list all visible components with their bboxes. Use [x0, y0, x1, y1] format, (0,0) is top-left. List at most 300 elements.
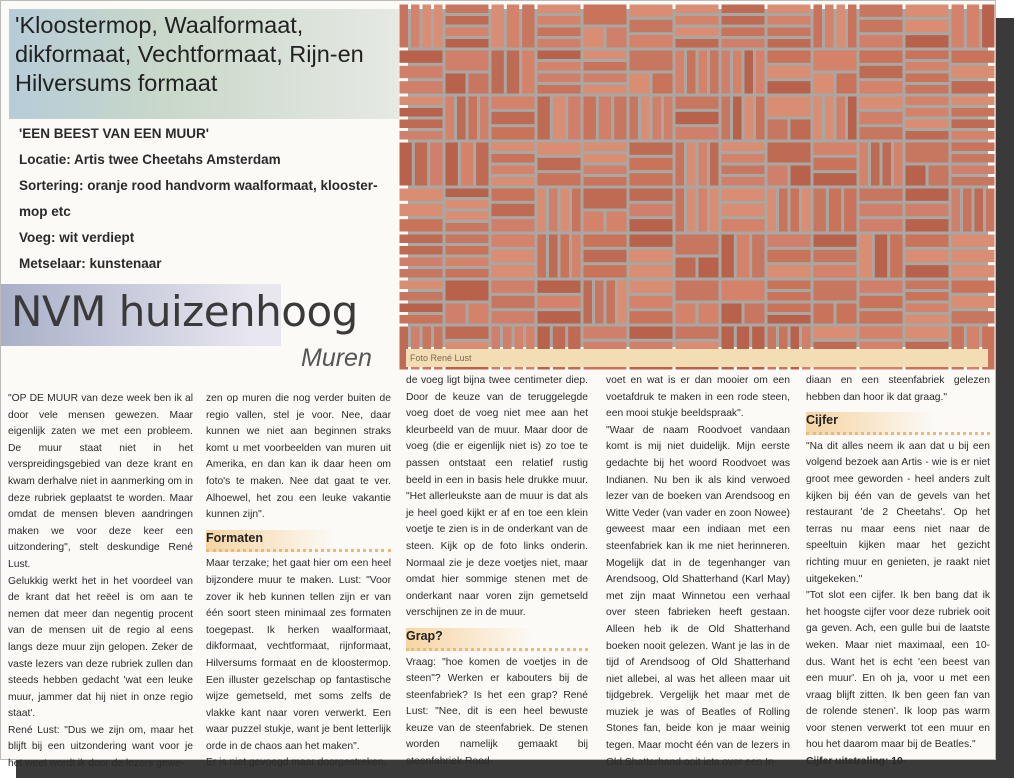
brick — [906, 108, 949, 117]
brick — [461, 143, 473, 186]
brick — [722, 51, 731, 94]
brick — [906, 120, 949, 129]
brick — [952, 311, 995, 323]
article-title: NVM huizenhoog — [11, 287, 358, 336]
brick — [400, 131, 443, 140]
brick — [400, 51, 443, 63]
brick — [710, 189, 719, 232]
brick — [906, 219, 949, 231]
brick — [733, 97, 742, 140]
paragraph: de voeg ligt bijna twee centimeter diep. Door de keuze van de teruggelegde voeg doet de voeg niet mee aan het kleurbeeld van de muur. Maar door de voeg (die er eigenlijk niet is) zo toe te passen ontstaat een relatief rustig beeld in een in basis hele drukke muur. "Het allerleukste aan de muur is dat als je heel goed kijkt er af en toe een klein voetje te zien is in de onderkant van de steen. Kijk op de foto links onderin. Normaal zie je deze voetjes niet, maar omdat hier sommige stenen met de onderkant naar voren zijn gemetseld verschijnen ze in de muur. — [406, 375, 588, 619]
brick — [860, 189, 903, 201]
brick — [599, 97, 611, 140]
brick — [814, 5, 823, 48]
article-column-3 — [406, 373, 588, 771]
brick — [572, 189, 581, 232]
brick — [952, 265, 995, 277]
brick-wall-photo — [408, 9, 988, 347]
paragraph: zen op muren die nog verder buiten de regio vallen, stel je voor. Nee, daar kunnen we niet aan beginnen straks komt u met voorbeelden van muren uit Amerika, en dan kan ik daar heen om foto's te maken. Nee dat gaat te ver. Alhoewel, het zou een leuke vakantie kunnen zijn". — [206, 393, 391, 521]
brick — [676, 112, 719, 124]
brick — [860, 20, 903, 32]
brick — [860, 35, 903, 47]
brick — [837, 5, 846, 48]
brick — [630, 74, 650, 94]
brick — [699, 304, 719, 324]
brick — [446, 143, 458, 186]
brick — [722, 166, 765, 175]
brick — [446, 212, 489, 221]
brick — [906, 143, 949, 163]
brick — [630, 35, 673, 47]
brick — [837, 97, 846, 140]
brick — [848, 97, 857, 140]
brick — [906, 189, 949, 201]
brick — [768, 143, 811, 163]
brick — [676, 16, 719, 25]
brick — [400, 235, 443, 244]
brick — [492, 51, 504, 94]
brick — [630, 189, 673, 201]
brick — [538, 5, 581, 14]
brick — [492, 5, 504, 48]
brick — [492, 204, 535, 216]
brick — [860, 296, 903, 308]
brick — [752, 235, 764, 278]
brick — [814, 143, 857, 155]
brick — [538, 189, 547, 232]
brick — [400, 143, 412, 186]
fact-line: Voeg: wit verdiept — [19, 230, 135, 245]
brick — [614, 97, 626, 140]
brick — [860, 51, 903, 63]
paragraph: diaan en een steenfabriek gelezen hebben dan hoor ik dat graag." — [806, 375, 990, 403]
brick — [699, 258, 719, 278]
brick — [791, 120, 811, 140]
brick — [687, 51, 696, 94]
brick — [522, 5, 534, 48]
brick — [952, 250, 995, 262]
brick — [768, 281, 811, 290]
brick — [952, 189, 961, 232]
brick — [492, 177, 535, 186]
brick — [446, 189, 489, 198]
brick — [584, 97, 596, 140]
brick — [791, 189, 800, 232]
brick — [768, 250, 811, 262]
brick — [860, 66, 903, 78]
brick — [584, 62, 627, 71]
brick-wall-image — [408, 9, 988, 347]
brick — [722, 28, 765, 37]
brick — [860, 327, 903, 339]
brick — [814, 173, 857, 185]
brick — [860, 143, 869, 186]
brick — [492, 166, 535, 175]
brick — [952, 51, 995, 63]
brick — [768, 28, 811, 37]
paragraph: Er is niet gevoegd maar doorgestreken, — [206, 757, 387, 769]
brick — [492, 143, 535, 152]
brick — [722, 39, 765, 48]
brick — [676, 5, 719, 14]
brick — [860, 5, 903, 17]
fact-line: 'EEN BEEST VAN EEN MUUR' — [19, 126, 209, 141]
brick — [791, 166, 811, 186]
brick — [768, 5, 811, 14]
brick — [768, 81, 811, 93]
subheading-cijfer: Cijfer — [806, 412, 990, 435]
fact-line: mop etc — [19, 204, 71, 219]
brick — [538, 62, 581, 71]
fact-line: Sortering: oranje rood handvorm waalformaat, klooster- — [19, 178, 378, 193]
brick — [446, 304, 466, 324]
brick — [400, 108, 443, 117]
brick — [584, 166, 627, 175]
brick — [522, 51, 534, 94]
brick — [768, 51, 811, 63]
brick — [630, 311, 673, 323]
brick — [676, 51, 685, 94]
brick — [860, 281, 903, 293]
brick — [860, 112, 903, 124]
brick — [722, 5, 765, 14]
brick — [584, 74, 627, 83]
brick — [400, 219, 443, 231]
brick — [906, 97, 949, 106]
brick — [906, 304, 949, 313]
brick — [549, 189, 558, 232]
brick — [434, 5, 443, 48]
brick — [538, 235, 547, 278]
brick — [779, 189, 788, 232]
brick — [829, 189, 841, 232]
brick — [584, 250, 627, 262]
brick — [584, 265, 627, 277]
brick — [607, 212, 627, 232]
brick — [469, 97, 478, 140]
brick — [538, 97, 550, 140]
brick — [952, 281, 995, 293]
brick — [982, 5, 994, 48]
brick — [722, 143, 765, 152]
brick — [963, 189, 972, 232]
brick — [630, 51, 673, 71]
brick — [906, 74, 949, 83]
brick — [584, 154, 627, 163]
brick — [469, 74, 489, 94]
brick — [411, 5, 420, 48]
brick — [722, 219, 765, 231]
brick — [952, 131, 995, 140]
brick — [768, 265, 811, 277]
paragraph: René Lust: "Dus we zijn om, maar het blijft bij een uitzondering want voor je het weet wordt ik door de lezers gewe- — [8, 724, 193, 770]
brick — [687, 143, 696, 186]
brick — [860, 204, 903, 216]
brick — [676, 235, 719, 255]
brick — [768, 292, 811, 301]
brick — [630, 296, 673, 308]
brick — [906, 315, 949, 324]
brick — [952, 5, 964, 48]
brick — [618, 281, 627, 324]
brick — [676, 143, 685, 186]
brick — [400, 120, 443, 129]
paragraph: "Tot slot een cijfer. Ik ben bang dat ik het hoogste cijfer voor deze rubriek ooit ga geven. Ach, een gulle bui de laatste weken. Maar niet maximaal, een 10- dus. Want het is echt 'een beest van een muur'. En oh ja, voor u met een vraag blijft zitten. Ik ben geen fan van de rolende stenen'. Ik loop pas warm voor stenen verwerkt tot een muur en hou het daarom maar bij de Beatles." — [806, 590, 990, 751]
brick — [446, 200, 489, 209]
fact-box — [19, 121, 399, 277]
brick — [676, 127, 719, 139]
brick — [607, 28, 627, 48]
brick — [906, 35, 949, 47]
brick — [538, 158, 581, 170]
brick — [630, 265, 673, 277]
brick — [664, 97, 673, 140]
brick — [492, 265, 535, 277]
brick — [676, 97, 719, 109]
brick — [860, 81, 903, 93]
brick — [446, 5, 489, 14]
brick — [814, 304, 834, 324]
brick — [446, 258, 489, 267]
brick — [400, 204, 443, 216]
brick — [745, 97, 754, 140]
brick — [745, 51, 754, 94]
brick — [400, 315, 443, 324]
brick — [584, 143, 627, 152]
brick — [814, 281, 857, 301]
brick — [538, 311, 581, 323]
brick — [538, 16, 581, 25]
brick — [492, 281, 535, 293]
brick — [894, 143, 903, 186]
brick — [446, 28, 489, 37]
brick — [446, 281, 489, 301]
brick — [538, 28, 581, 37]
brick — [768, 39, 811, 48]
brick — [814, 189, 826, 232]
brick — [595, 281, 604, 324]
headline: 'Kloostermop, Waalformaat, dikformaat, Vechtformaat, Rijn-en Hilversums formaat — [15, 12, 364, 96]
brick — [952, 120, 995, 129]
brick — [584, 5, 627, 25]
brick — [676, 39, 719, 48]
brick — [446, 246, 489, 255]
brick — [860, 235, 872, 278]
brick — [952, 235, 995, 247]
brick — [538, 39, 581, 48]
brick — [768, 66, 811, 78]
fact-line: Metselaar: kunstenaar — [19, 256, 162, 271]
brick — [549, 235, 558, 278]
article-column-4 — [606, 373, 790, 771]
brick — [584, 189, 627, 209]
fact-line: Locatie: Artis twee Cheetahs Amsterdam — [19, 152, 281, 167]
brick — [952, 66, 995, 78]
brick — [860, 127, 903, 139]
brick — [415, 143, 427, 186]
brick — [676, 28, 719, 37]
brick — [480, 97, 489, 140]
brick — [768, 120, 788, 140]
brick — [722, 154, 765, 163]
brick — [446, 74, 466, 94]
brick — [584, 235, 627, 247]
brick — [952, 166, 995, 175]
brick — [906, 5, 949, 17]
brick — [507, 5, 519, 48]
brick — [814, 250, 857, 262]
brick — [676, 258, 696, 278]
brick — [630, 281, 673, 293]
brick — [733, 51, 742, 94]
brick — [967, 5, 979, 48]
brick — [768, 16, 811, 25]
brick — [630, 5, 673, 17]
brick — [607, 281, 616, 324]
brick — [676, 189, 685, 232]
brick — [814, 74, 834, 94]
brick — [687, 189, 696, 232]
brick — [722, 304, 742, 324]
brick — [906, 281, 949, 290]
brick — [492, 127, 535, 139]
brick — [737, 235, 749, 278]
brick — [446, 39, 489, 48]
brick — [446, 327, 489, 339]
brick — [710, 143, 719, 186]
brick — [825, 97, 834, 140]
paragraph: "Na dit alles neem ik aan dat u bij een volgend bezoek aan Artis - wie is er niet groot mee geworden - heel anders zult kijken bij één van de gevels van het restaurant 'de 2 Cheetahs'. Op het terras nu maar eens niet naar de speeltuin kijken maar het gezicht richting muur en genieten, je raakt niet uitgekeken." — [806, 440, 990, 585]
brick — [906, 235, 949, 247]
brick — [756, 97, 765, 140]
brick — [630, 158, 673, 170]
brick — [423, 5, 432, 48]
brick — [722, 235, 734, 278]
brick — [584, 281, 593, 324]
brick — [538, 85, 581, 94]
brick — [446, 97, 455, 140]
brick — [814, 158, 857, 170]
brick — [814, 327, 857, 339]
brick — [906, 265, 949, 277]
brick — [584, 51, 627, 60]
rating-line: Cijfer uitstraling: 10- — [806, 756, 907, 768]
paragraph: Gelukkig werkt het in het voordeel van de krant dat het reëel is om aan te nemen dat meer dan negentig procent van de mensen uit de regio al eens langs deze muur zijn gelopen. Zeker de vaste lezers van deze rubriek zullen dan steeds hebben gedacht 'wat een leuke muur, jammer dat hij niet in onze regio staat'. — [8, 575, 193, 720]
brick — [952, 108, 995, 117]
brick — [476, 143, 488, 186]
brick — [837, 74, 857, 94]
brick — [906, 250, 949, 262]
brick — [768, 304, 811, 313]
brick — [553, 97, 565, 140]
brick — [929, 166, 949, 186]
brick — [952, 296, 995, 308]
brick — [641, 97, 650, 140]
paragraph: Vraag: "hoe komen de voetjes in de steen"? Werken er kabouters bij de steenfabriek? Is het een grap? René Lust: "Nee, dit is een heel bewuste keuze van de steenfabriek. De stenen worden namelijk gemaakt bij steenfabriek Rood- — [406, 656, 588, 768]
brick — [400, 292, 443, 301]
paragraph: "Waar de naam Roodvoet vandaan komt is mij niet duidelijk. Mijn eerste gedachte bij het woord Roodvoet was Indianen. Nu ben ik als kind verwoed lezer van de boeken van Arendsoog en Witte Veder (van vader en zoon Nowee) geweest maar een indiaan met een steenfabriek kan ik me niet herinneren. Mogelijk dat in de tegenhanger van Arendsoog, Old Shatterhand (Karl May) met zijn maat Winnetou een verhaal over steen fabrieken heeft gestaan. Alleen heb ik de Old Shatterhand boeken nooit gelezen. Want je las in de tijd of Arendsoog of Old Shatterhand niet allebei, al was het alleen maar uit tijdgebrek. Vergelijk het maar met de muziek je was of Beatles of Rolling Stones fan, beide kon je maar weinig tegen. Maar mocht één van de lezers in Old Shatterhand ooit iets over een In- — [606, 424, 790, 768]
brick — [906, 131, 949, 140]
brick — [400, 5, 409, 48]
brick — [722, 189, 765, 201]
photo-credit: Foto René Lust — [406, 349, 988, 367]
brick — [814, 97, 823, 140]
brick — [860, 311, 903, 323]
brick — [630, 20, 673, 32]
brick — [844, 189, 856, 232]
brick — [430, 143, 442, 186]
brick — [722, 16, 765, 25]
brick — [710, 51, 719, 94]
brick — [446, 269, 489, 278]
brick — [768, 315, 811, 324]
brick — [538, 143, 581, 155]
brick — [492, 97, 535, 109]
brick — [538, 51, 581, 60]
brick — [890, 235, 902, 278]
brick — [860, 219, 903, 231]
brick — [492, 154, 535, 163]
brick — [699, 51, 708, 94]
brick — [630, 97, 639, 140]
brick — [584, 85, 627, 94]
brick — [722, 204, 765, 216]
brick — [768, 97, 811, 117]
brick — [699, 189, 708, 232]
brick — [400, 281, 443, 290]
brick — [814, 235, 857, 247]
brick — [848, 5, 857, 48]
brick — [745, 304, 765, 324]
brick — [906, 204, 949, 216]
brick — [952, 177, 995, 186]
brick — [630, 219, 673, 231]
brick — [538, 173, 581, 185]
brick — [400, 258, 443, 267]
brick — [906, 166, 926, 186]
brick — [446, 51, 489, 71]
brick — [768, 166, 788, 186]
brick — [722, 281, 765, 301]
brick — [400, 97, 443, 106]
brick — [802, 189, 811, 232]
brick — [492, 219, 535, 231]
paragraph: voet en wat is er dan mooier om een voetafdruk te maken in een rode steen, een mooi stukje beeldspraak". — [606, 375, 790, 420]
brick — [952, 97, 995, 106]
brick — [568, 97, 580, 140]
subheading-grap: Grap? — [406, 628, 588, 651]
paragraph: Maar terzake; het gaat hier om een heel bijzondere muur te maken. Lust: "Voor zover ik heb kunnen tellen zijn er van één soort steen minimaal zes formaten toegepast. Ik herken waalformaat, dikformaat, vechtformaat, rijnformaat, Hilversums formaat en de kloostermop. Een illuster gezelschap op fantastische wijze gemetseld, met soms zelfs de vlakke kant naar voren verwerkt. Een waar puzzel stukje, want je bent letterlijk orde in de chaos aan het maken". — [206, 558, 391, 752]
brick — [630, 173, 673, 185]
brick — [722, 97, 731, 140]
brick — [572, 235, 581, 278]
brick — [814, 265, 857, 277]
brick — [492, 296, 535, 308]
article-column-1 — [8, 391, 193, 773]
brick — [400, 269, 443, 278]
brick — [584, 28, 604, 48]
brick — [768, 189, 777, 232]
brick — [584, 327, 627, 339]
brick — [975, 189, 984, 232]
brick — [630, 143, 673, 155]
brick — [492, 250, 535, 262]
brick — [860, 97, 903, 109]
brick — [561, 189, 570, 232]
brick — [469, 304, 489, 324]
brick — [906, 292, 949, 301]
brick — [630, 327, 673, 339]
